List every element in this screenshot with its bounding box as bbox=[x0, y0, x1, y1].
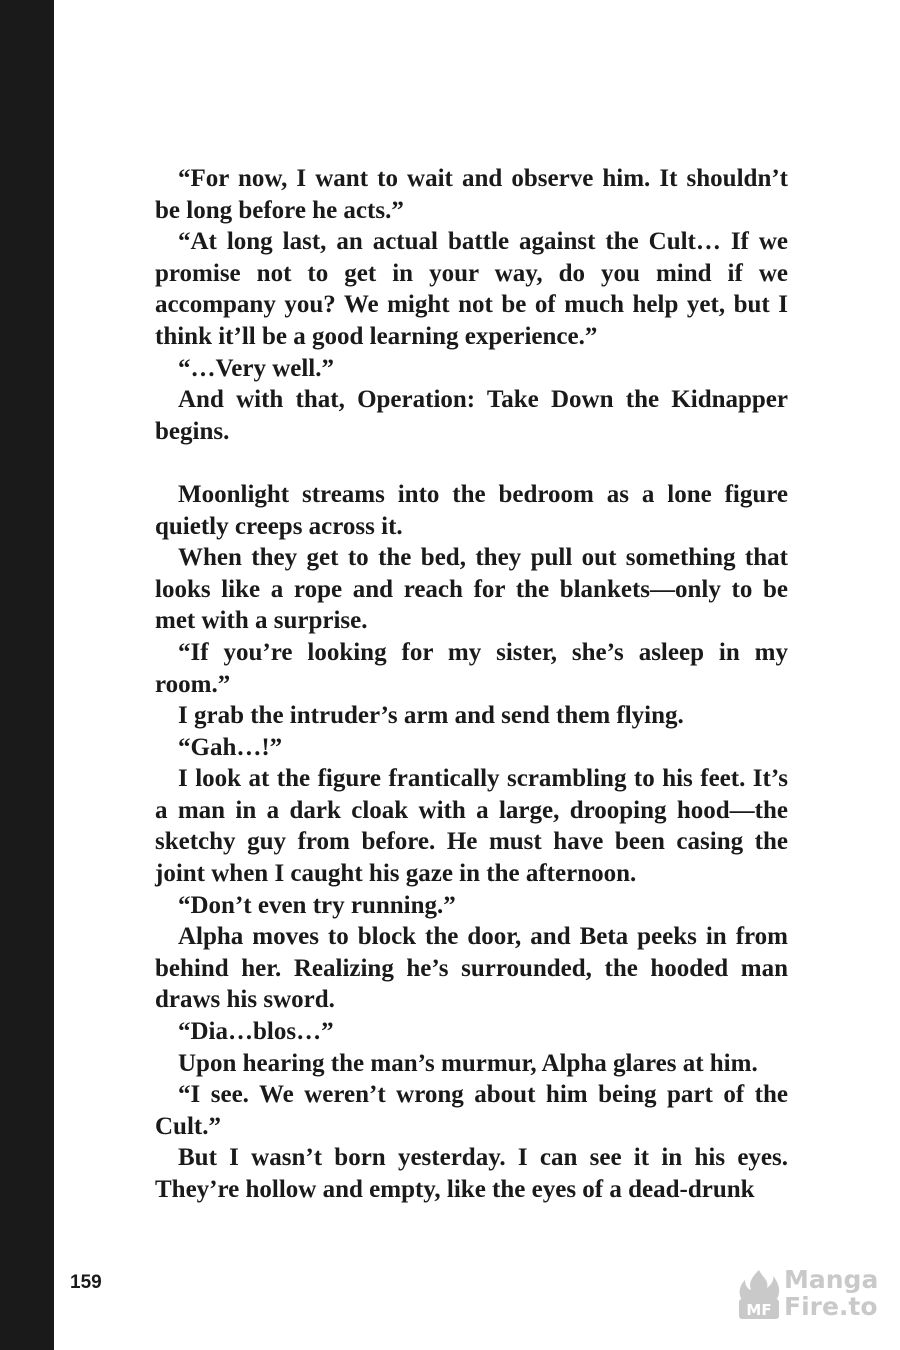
paragraph: And with that, Operation: Take Down the Kidnapper begins. bbox=[155, 386, 788, 445]
paragraph: Moonlight streams into the bedroom as a lone figure quietly creeps across it. bbox=[155, 480, 788, 540]
paragraph: “At long last, an actual battle against the Cult… If we promise not to get in your way, do you mind if we accompany you? We might not be of much help yet, but I think it’ll be a good learning experience.” bbox=[155, 228, 788, 350]
paragraph: I grab the intruder’s arm and send them flying. bbox=[178, 702, 684, 730]
body-text bbox=[155, 163, 788, 1206]
flame-logo-icon bbox=[736, 1268, 782, 1320]
watermark-text-line2: Fire.to bbox=[784, 1292, 878, 1321]
watermark-text-line1: Manga bbox=[784, 1265, 879, 1294]
page-number: 159 bbox=[70, 1272, 102, 1293]
watermark-logo-letters: MF bbox=[746, 1301, 772, 1319]
paragraph: “If you’re looking for my sister, she’s asleep in my room.” bbox=[155, 638, 788, 698]
page-edge-bar bbox=[0, 0, 54, 1350]
paragraph: “…Very well.” bbox=[178, 354, 334, 382]
paragraph: “For now, I want to wait and observe him. It shouldn’t be long before he acts.” bbox=[155, 165, 788, 224]
paragraph: Alpha moves to block the door, and Beta peeks in from behind her. Realizing he’s surrounded, the hooded man draws his sword. bbox=[155, 923, 788, 1014]
watermark bbox=[736, 1264, 879, 1324]
paragraph: “Dia…blos…” bbox=[178, 1018, 334, 1046]
paragraph: “I see. We weren’t wrong about him being part of the Cult.” bbox=[155, 1081, 788, 1140]
paragraph: I look at the figure frantically scrambling to his feet. It’s a man in a dark cloak with a large, drooping hood—the sketchy guy from before. He must have been casing the joint when I caught his gaze in the afternoon. bbox=[155, 765, 788, 888]
paragraph: “Gah…!” bbox=[178, 733, 283, 761]
paragraph: “Don’t even try running.” bbox=[178, 891, 456, 919]
paragraph: When they get to the bed, they pull out something that looks like a rope and reach for the blankets—only to be met with a surprise. bbox=[155, 544, 788, 635]
paragraph: Upon hearing the man’s murmur, Alpha glares at him. bbox=[178, 1049, 758, 1077]
paragraph: But I wasn’t born yesterday. I can see it in his eyes. They’re hollow and empty, like the eyes of a dead-drunk bbox=[155, 1144, 788, 1203]
